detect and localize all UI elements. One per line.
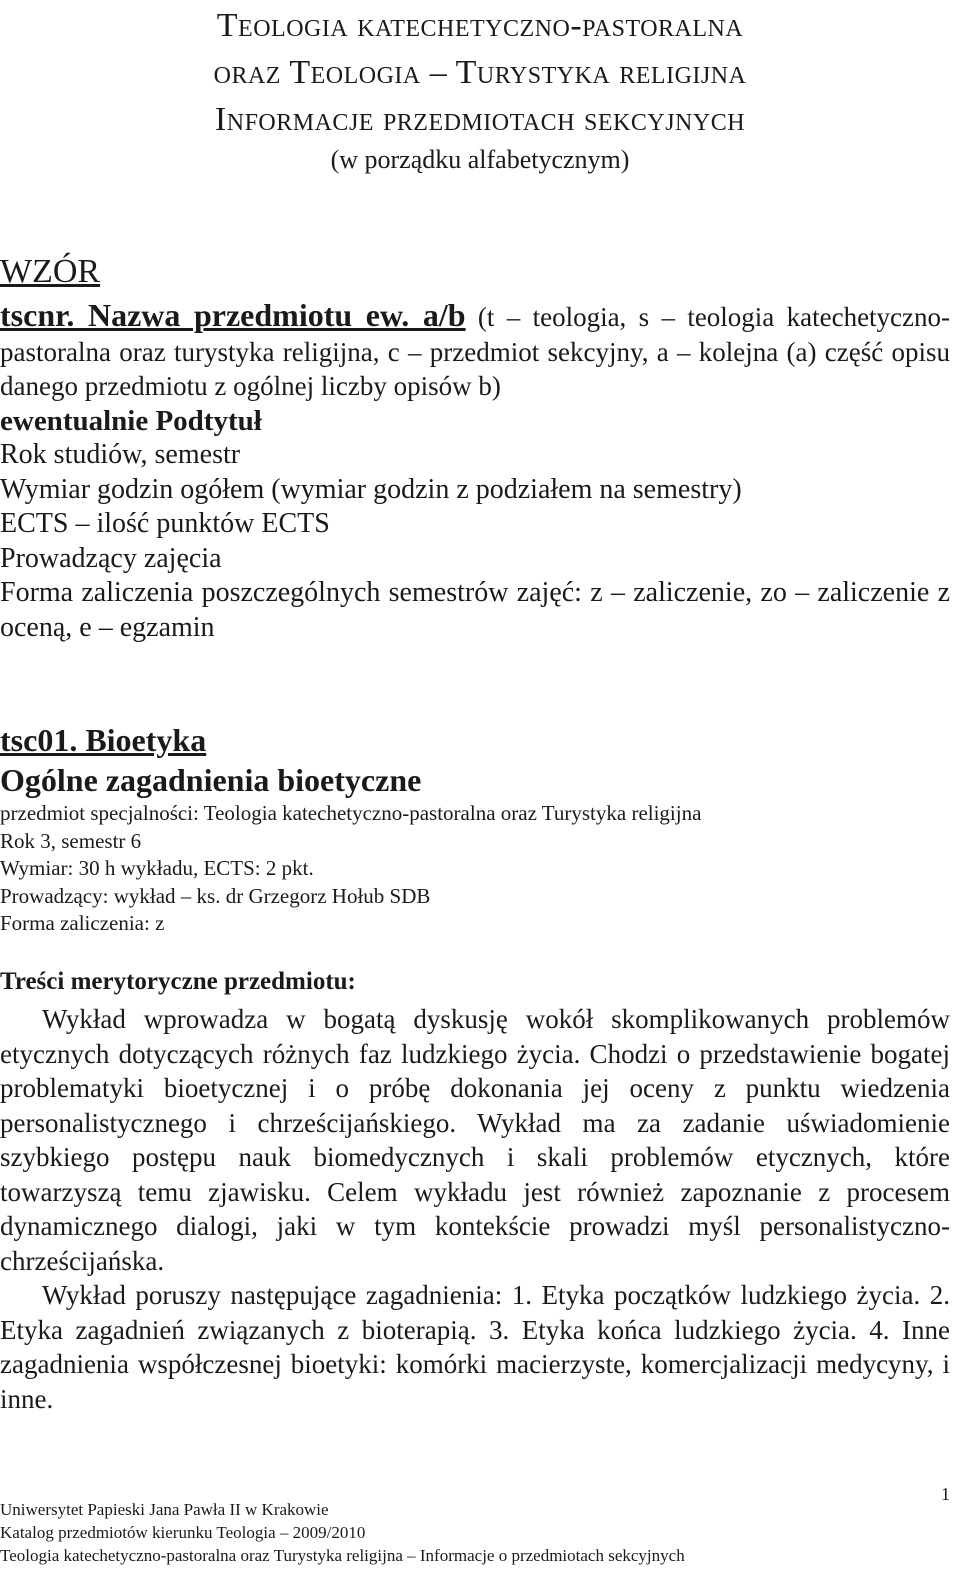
header-title-line-3: Informacje przedmiotach sekcyjnych bbox=[214, 101, 746, 138]
course-meta-line: Rok 3, semestr 6 bbox=[0, 828, 142, 853]
footer-line: Uniwersytet Papieski Jana Pawła II w Krakowie bbox=[0, 1500, 329, 1519]
course-meta-line: Forma zaliczenia: z bbox=[0, 911, 165, 935]
footer-line: Teologia katechetyczno-pastoralna oraz Turystyka religijna – Informacje o przedmiotach sekcyjnych bbox=[0, 1546, 685, 1565]
course-content bbox=[0, 962, 950, 1416]
template-field: Forma zaliczenia poszczególnych semestrów zajęć: z – zaliczenie, zo – zaliczenie z oceną, e – egzamin bbox=[0, 577, 950, 643]
template-explanation: (t – teologia, s – teologia katechetyczno-pastoralna oraz turystyka religijna, c – przedmiot sekcyjny, a – kolejna (a) część opisu danego przedmiotu z ogólnej liczby opisów b) bbox=[0, 302, 951, 401]
template-description bbox=[0, 298, 950, 645]
template-subtitle: ewentualnie Podtytuł bbox=[0, 404, 262, 437]
course-meta-line: Wymiar: 30 h wykładu, ECTS: 2 pkt. bbox=[0, 856, 314, 880]
content-title: Treści merytoryczne przedmiotu: bbox=[0, 968, 356, 995]
template-field: Wymiar godzin ogółem (wymiar godzin z podziałem na semestry) bbox=[0, 473, 742, 505]
template-code: tscnr. Nazwa przedmiotu ew. a/b bbox=[0, 297, 466, 333]
template-field: Rok studiów, semestr bbox=[0, 439, 241, 470]
course-header bbox=[0, 720, 950, 938]
course-meta-line: przedmiot specjalności: Teologia katechetyczno-pastoralna oraz Turystyka religijna bbox=[0, 801, 702, 825]
template-field: Prowadzący zajęcia bbox=[0, 542, 222, 574]
course-meta-line: Prowadzący: wykład – ks. dr Grzegorz Hołub SDB bbox=[0, 883, 431, 908]
content-paragraph: Wykład wprowadza w bogatą dyskusję wokół skomplikowanych problemów etycznych dotyczących różnych faz ludzkiego życia. Chodzi o przedstawienie bogatej problematyki bioetycznej i o próbę dokonania jej oceny z punktu wiedzenia personalistycznego i chrześcijańskiego. Wykład ma za zadanie uświadomienie szybkiego postępu nauk biomedycznych i skali problemów etycznych, które towarzyszą temu zjawisku. Celem wykładu jest również zapoznanie z procesem dynamicznego dialogi, jaki w tym kontekście prowadzi myśl personalistyczno-chrześcijańska. bbox=[0, 1004, 950, 1276]
header-title-line-2: oraz Teologia – Turystyka religijna bbox=[213, 54, 747, 91]
course-subtitle: Ogólne zagadnienia bioetyczne bbox=[0, 762, 422, 798]
course-meta bbox=[0, 800, 950, 938]
document-header bbox=[0, 0, 960, 177]
content-paragraph: Wykład poruszy następujące zagadnienia: 1. Etyka początków ludzkiego życia. 2. Etyka zagadnień związanych z bioterapią. 3. Etyka końca ludzkiego życia. 4. Inne zagadnienia współczesnej bioetyki: komórki macierzyste, komercjalizacji medycyny, i inne. bbox=[0, 1280, 950, 1414]
page-footer bbox=[0, 1484, 958, 1567]
header-title-line-1: Teologia katechetyczno-pastoralna bbox=[216, 7, 744, 44]
footer-line: Katalog przedmiotów kierunku Teologia – 2009/2010 bbox=[0, 1523, 366, 1542]
template-label: WZÓR bbox=[0, 253, 101, 290]
template-field: ECTS – ilość punktów ECTS bbox=[0, 508, 330, 539]
template-fields bbox=[0, 438, 950, 645]
course-code-title: tsc01. Bioetyka bbox=[0, 722, 207, 758]
header-subtitle: (w porządku alfabetycznym) bbox=[330, 145, 630, 174]
page-number: 1 bbox=[941, 1484, 950, 1504]
